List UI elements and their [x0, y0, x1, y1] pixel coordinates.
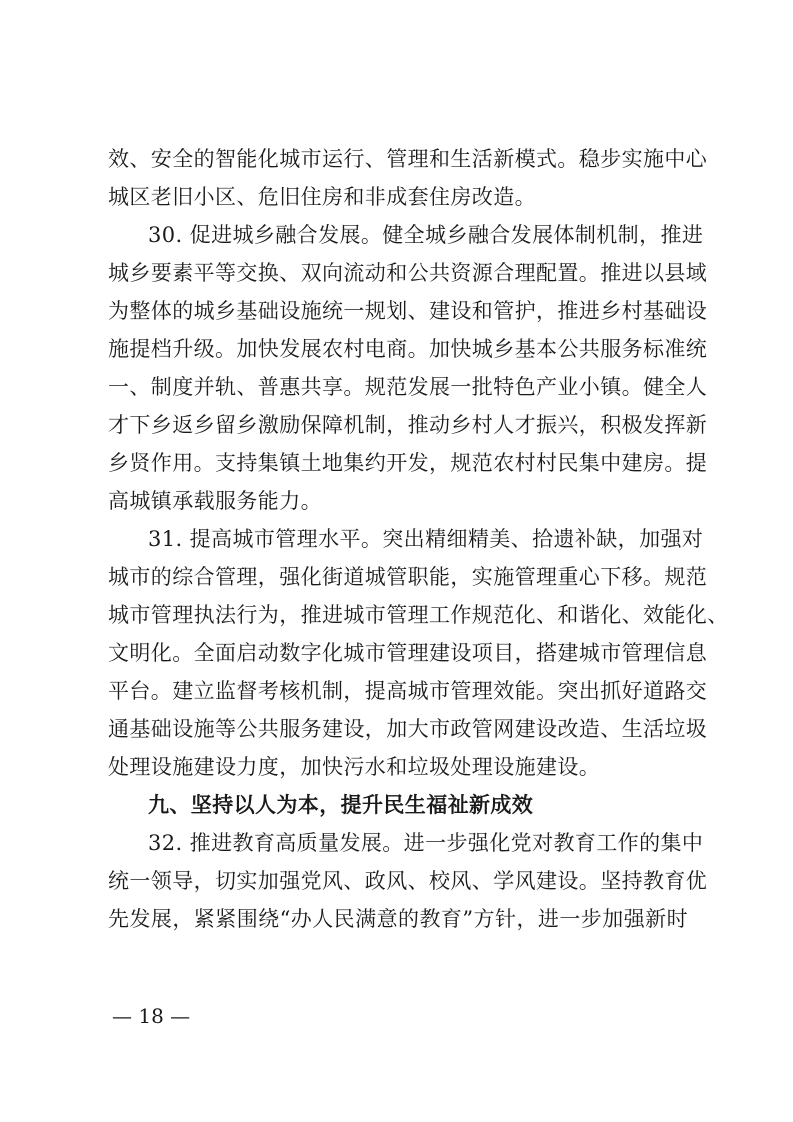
text-line: 文明化。全面启动数字化城市管理建设项目，搭建城市管理信息	[108, 641, 708, 665]
text-line: 通基础设施等公共服务建设，加大市政管网建设改造、生活垃圾	[108, 717, 708, 741]
text-line: 城市管理执法行为，推进城市管理工作规范化、和谐化、效能化、	[108, 603, 729, 627]
paragraph-31-first-line: 31. 提高城市管理水平。突出精细精美、拾遗补缺，加强对	[148, 527, 704, 551]
text-line: 效、安全的智能化城市运行、管理和生活新模式。稳步实施中心	[108, 147, 708, 171]
text-line: 城区老旧小区、危旧住房和非成套住房改造。	[108, 185, 536, 209]
text-line: 高城镇承载服务能力。	[108, 489, 322, 513]
text-line: 施提档升级。加快发展农村电商。加快城乡基本公共服务标准统	[108, 337, 708, 361]
body-text	[108, 140, 729, 938]
section-heading: 九、坚持以人为本，提升民生福祉新成效	[148, 793, 534, 817]
text-line: 为整体的城乡基础设施统一规划、建设和管护，推进乡村基础设	[108, 299, 708, 323]
text-line: 处理设施建设力度，加快污水和垃圾处理设施建设。	[108, 755, 601, 779]
paragraph-32-first-line: 32. 推进教育高质量发展。进一步强化党对教育工作的集中	[148, 831, 704, 855]
text-line: 城乡要素平等交换、双向流动和公共资源合理配置。推进以县域	[108, 261, 708, 285]
text-line: 才下乡返乡留乡激励保障机制，推动乡村人才振兴，积极发挥新	[108, 413, 708, 437]
text-line: 先发展，紧紧围绕“办人民满意的教育”方针，进一步加强新时	[108, 907, 688, 931]
text-line: 乡贤作用。支持集镇土地集约开发，规范农村村民集中建房。提	[108, 451, 708, 475]
text-line: 平台。建立监督考核机制，提高城市管理效能。突出抓好道路交	[108, 679, 708, 703]
page-number: — 18 —	[112, 1004, 191, 1028]
text-line: 一、制度并轨、普惠共享。规范发展一批特色产业小镇。健全人	[108, 375, 708, 399]
paragraph-30-first-line: 30. 促进城乡融合发展。健全城乡融合发展体制机制，推进	[148, 223, 704, 247]
text-line: 统一领导，切实加强党风、政风、校风、学风建设。坚持教育优	[108, 869, 708, 893]
text-line: 城市的综合管理，强化街道城管职能，实施管理重心下移。规范	[108, 565, 708, 589]
